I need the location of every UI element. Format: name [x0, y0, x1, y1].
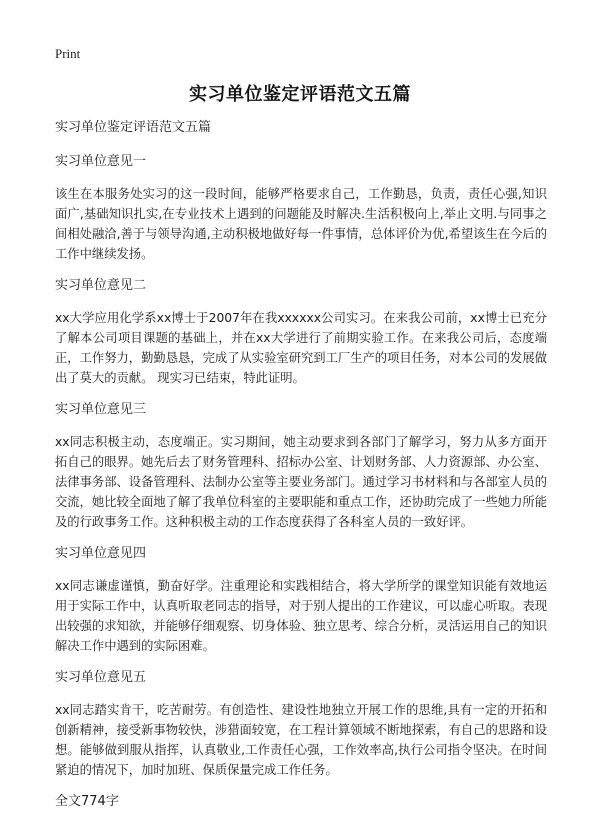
section-heading: 实习单位意见三 [55, 402, 147, 417]
section-heading: 实习单位意见一 [55, 154, 147, 169]
section-paragraph: xx大学应用化学系xx博士于2007年在我xxxxxx公司实习。在来我公司前，xx博士已充分了解本公司项目课题的基础上，并在xx大学进行了前期实验工作。在来我公司后，态度端正，工作努力，勤勤恳恳，完成了从实验室研究到工厂生产的项目任务，对本公司的发展做出了莫大的贡献。 现实习已结束，特此证明。 [55, 311, 547, 385]
section-1 [55, 152, 547, 264]
section-2 [55, 276, 547, 388]
section-paragraph: xx同志踏实肯干，吃苦耐劳。有创造性、建设性地独立开展工作的思维,具有一定的开拓和创新精神，接受新事物较快，涉猎面较宽，在工程计算领域不断地探索，有自己的思路和设想。能够做到服从指挥，认真敬业,工作责任心强，工作效率高,执行公司指令坚决。在时间紧迫的情况下，加时加班、保质保量完成工作任务。 [55, 703, 547, 777]
section-3 [55, 400, 547, 532]
section-paragraph: xx同志谦虚谨慎，勤奋好学。注重理论和实践相结合，将大学所学的课堂知识能有效地运用于实际工作中，认真听取老同志的指导，对于别人提出的工作建议，可以虚心听取。表现出较强的求知欲，并能够仔细观察、切身体验、独立思考、综合分析，灵活运用自己的知识解决工作中遇到的实际困难。 [55, 579, 547, 653]
word-count: 全文774字 [55, 794, 119, 809]
section-5 [55, 668, 547, 780]
section-4 [55, 544, 547, 656]
section-heading: 实习单位意见二 [55, 278, 147, 293]
print-label[interactable]: Print [55, 46, 81, 61]
section-heading: 实习单位意见五 [55, 670, 147, 685]
section-paragraph: xx同志积极主动，态度端正。实习期间，她主动要求到各部门了解学习，努力从多方面开拓自己的眼界。她先后去了财务管理科、招标办公室、计划财务部、人力资源部、办公室、法律事务部、设备管理科、法制办公室等主要业务部门。通过学习书材料和与各部室人员的交流，她比较全面地了解了我单位科室的主要职能和重点工作，还协助完成了一些她力所能及的行政事务工作。这种积极主动的工作态度获得了各科室人员的一致好评。 [55, 435, 547, 529]
section-paragraph: 该生在本服务处实习的这一段时间，能够严格要求自己，工作勤恳，负责，责任心强,知识面广,基础知识扎实,在专业技术上遇到的问题能及时解决.生活积极向上,举止文明.与同事之间相处融洽,善于与领导沟通,主动积极地做好每一件事情，总体评价为优,希望该生在今后的工作中继续发扬。 [55, 187, 547, 261]
document-title: 实习单位鉴定评语范文五篇 [189, 84, 411, 105]
document-subtitle: 实习单位鉴定评语范文五篇 [55, 120, 212, 135]
section-heading: 实习单位意见四 [55, 546, 147, 561]
document-body [55, 118, 547, 812]
